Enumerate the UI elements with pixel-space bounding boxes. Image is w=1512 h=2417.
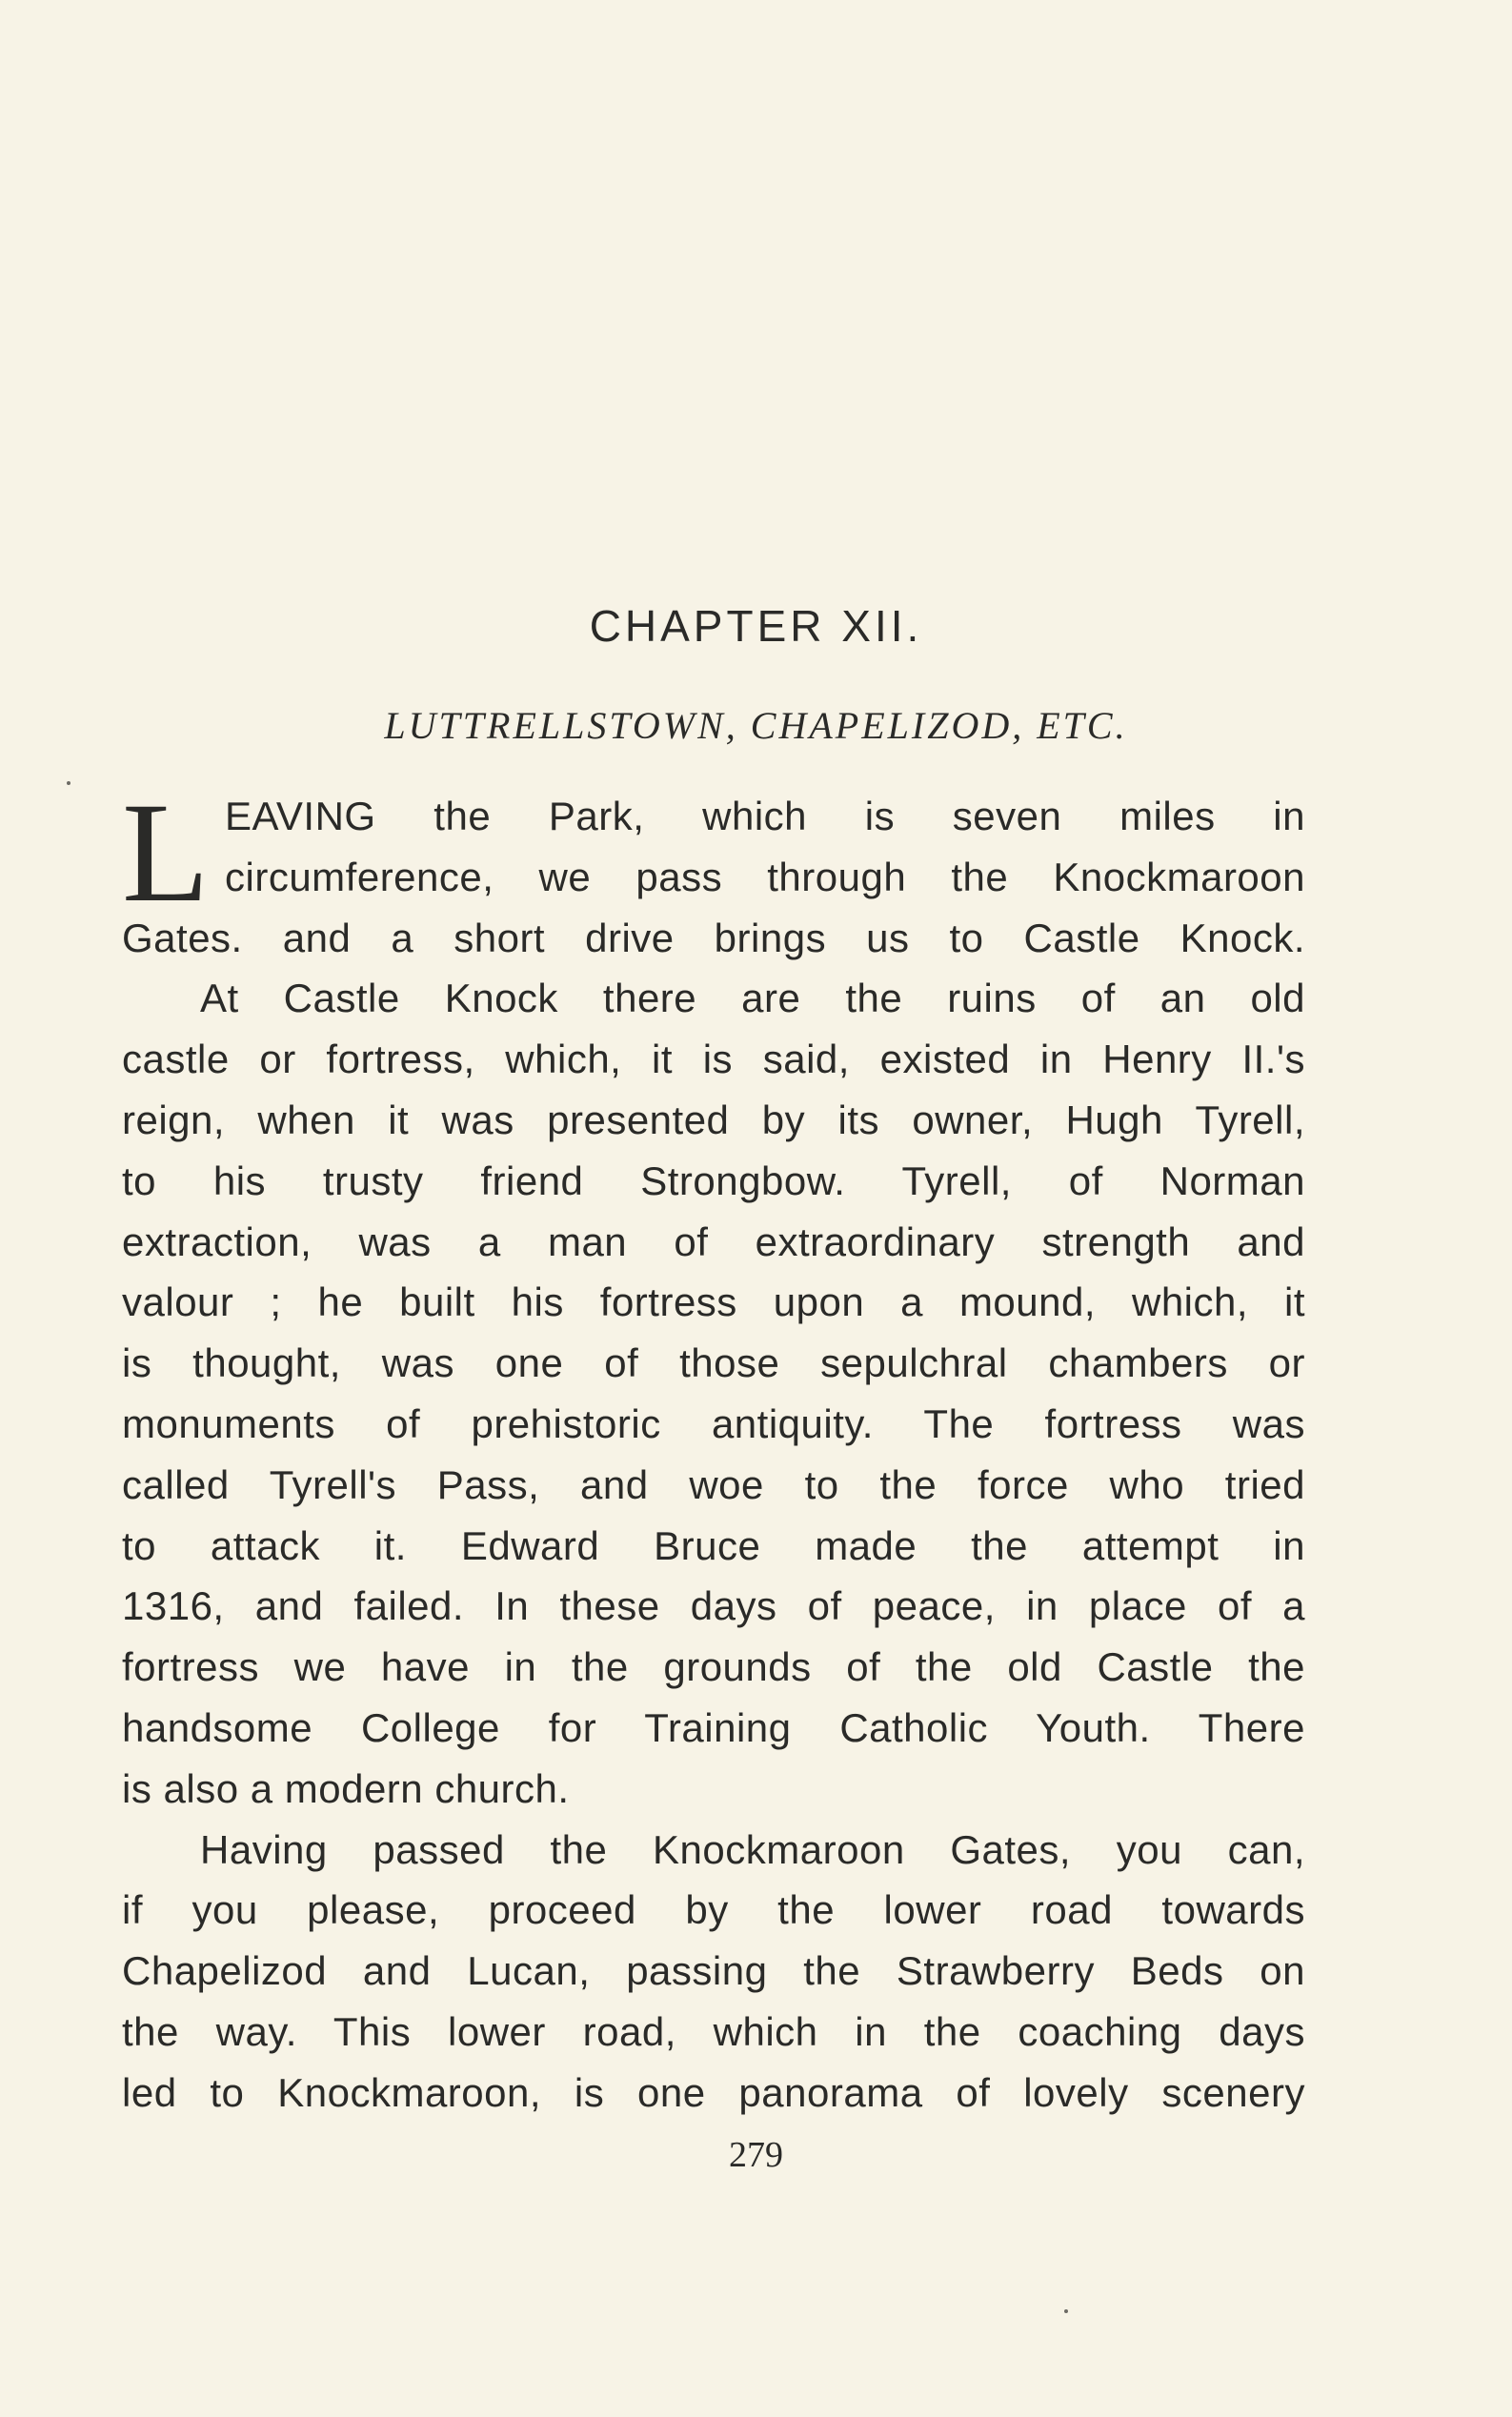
text-line: reign, when it was presented by its owner, Hugh Tyrell, (122, 1097, 1305, 1142)
paper-speck (67, 781, 71, 785)
text-line: Having passed the Knockmaroon Gates, you can, (200, 1826, 1305, 1872)
text-line: extraction, was a man of extraordinary strength and (122, 1219, 1305, 1264)
text-line: Chapelizod and Lucan, passing the Strawberry Beds on (122, 1948, 1305, 1994)
text-line: is thought, was one of those sepulchral chambers or (122, 1340, 1305, 1386)
chapter-subtitle: LUTTRELLSTOWN, CHAPELIZOD, ETC. (384, 704, 1128, 747)
text-line: to attack it. Edward Bruce made the attempt in (122, 1522, 1305, 1568)
text-line: is also a modern church. (122, 1765, 570, 1811)
text-line: EAVING the Park, which is seven miles in (225, 794, 1305, 838)
text-line: if you please, proceed by the lower road towards (122, 1887, 1305, 1933)
page-number: 279 (729, 2135, 783, 2175)
text-line: Gates. and a short drive brings us to Castle Knock. (122, 915, 1305, 960)
text-line: handsome College for Training Catholic Youth. There (122, 1704, 1305, 1750)
text-line: valour ; he built his fortress upon a mound, which, it (122, 1279, 1305, 1325)
text-line: fortress we have in the grounds of the old Castle the (122, 1644, 1305, 1690)
text-line: 1316, and failed. In these days of peace, in place of a (122, 1583, 1305, 1629)
text-line: castle or fortress, which, it is said, existed in Henry II.'s (122, 1037, 1305, 1082)
text-line: the way. This lower road, which in the coaching days (122, 2008, 1305, 2054)
text-line: called Tyrell's Pass, and woe to the force who tried (122, 1461, 1305, 1507)
chapter-title: CHAPTER XII. (589, 601, 923, 651)
body-text (122, 786, 1305, 2124)
text-line: to his trusty friend Strongbow. Tyrell, of Norman (122, 1158, 1305, 1203)
drop-cap: L (122, 774, 210, 932)
text-line: monuments of prehistoric antiquity. The fortress was (122, 1400, 1305, 1446)
text-line: At Castle Knock there are the ruins of an old (200, 976, 1305, 1021)
text-line: circumference, we pass through the Knockmaroon (225, 854, 1305, 899)
text-line: led to Knockmaroon, is one panorama of lovely scenery (122, 2069, 1305, 2115)
paper-speck (1064, 2309, 1068, 2313)
